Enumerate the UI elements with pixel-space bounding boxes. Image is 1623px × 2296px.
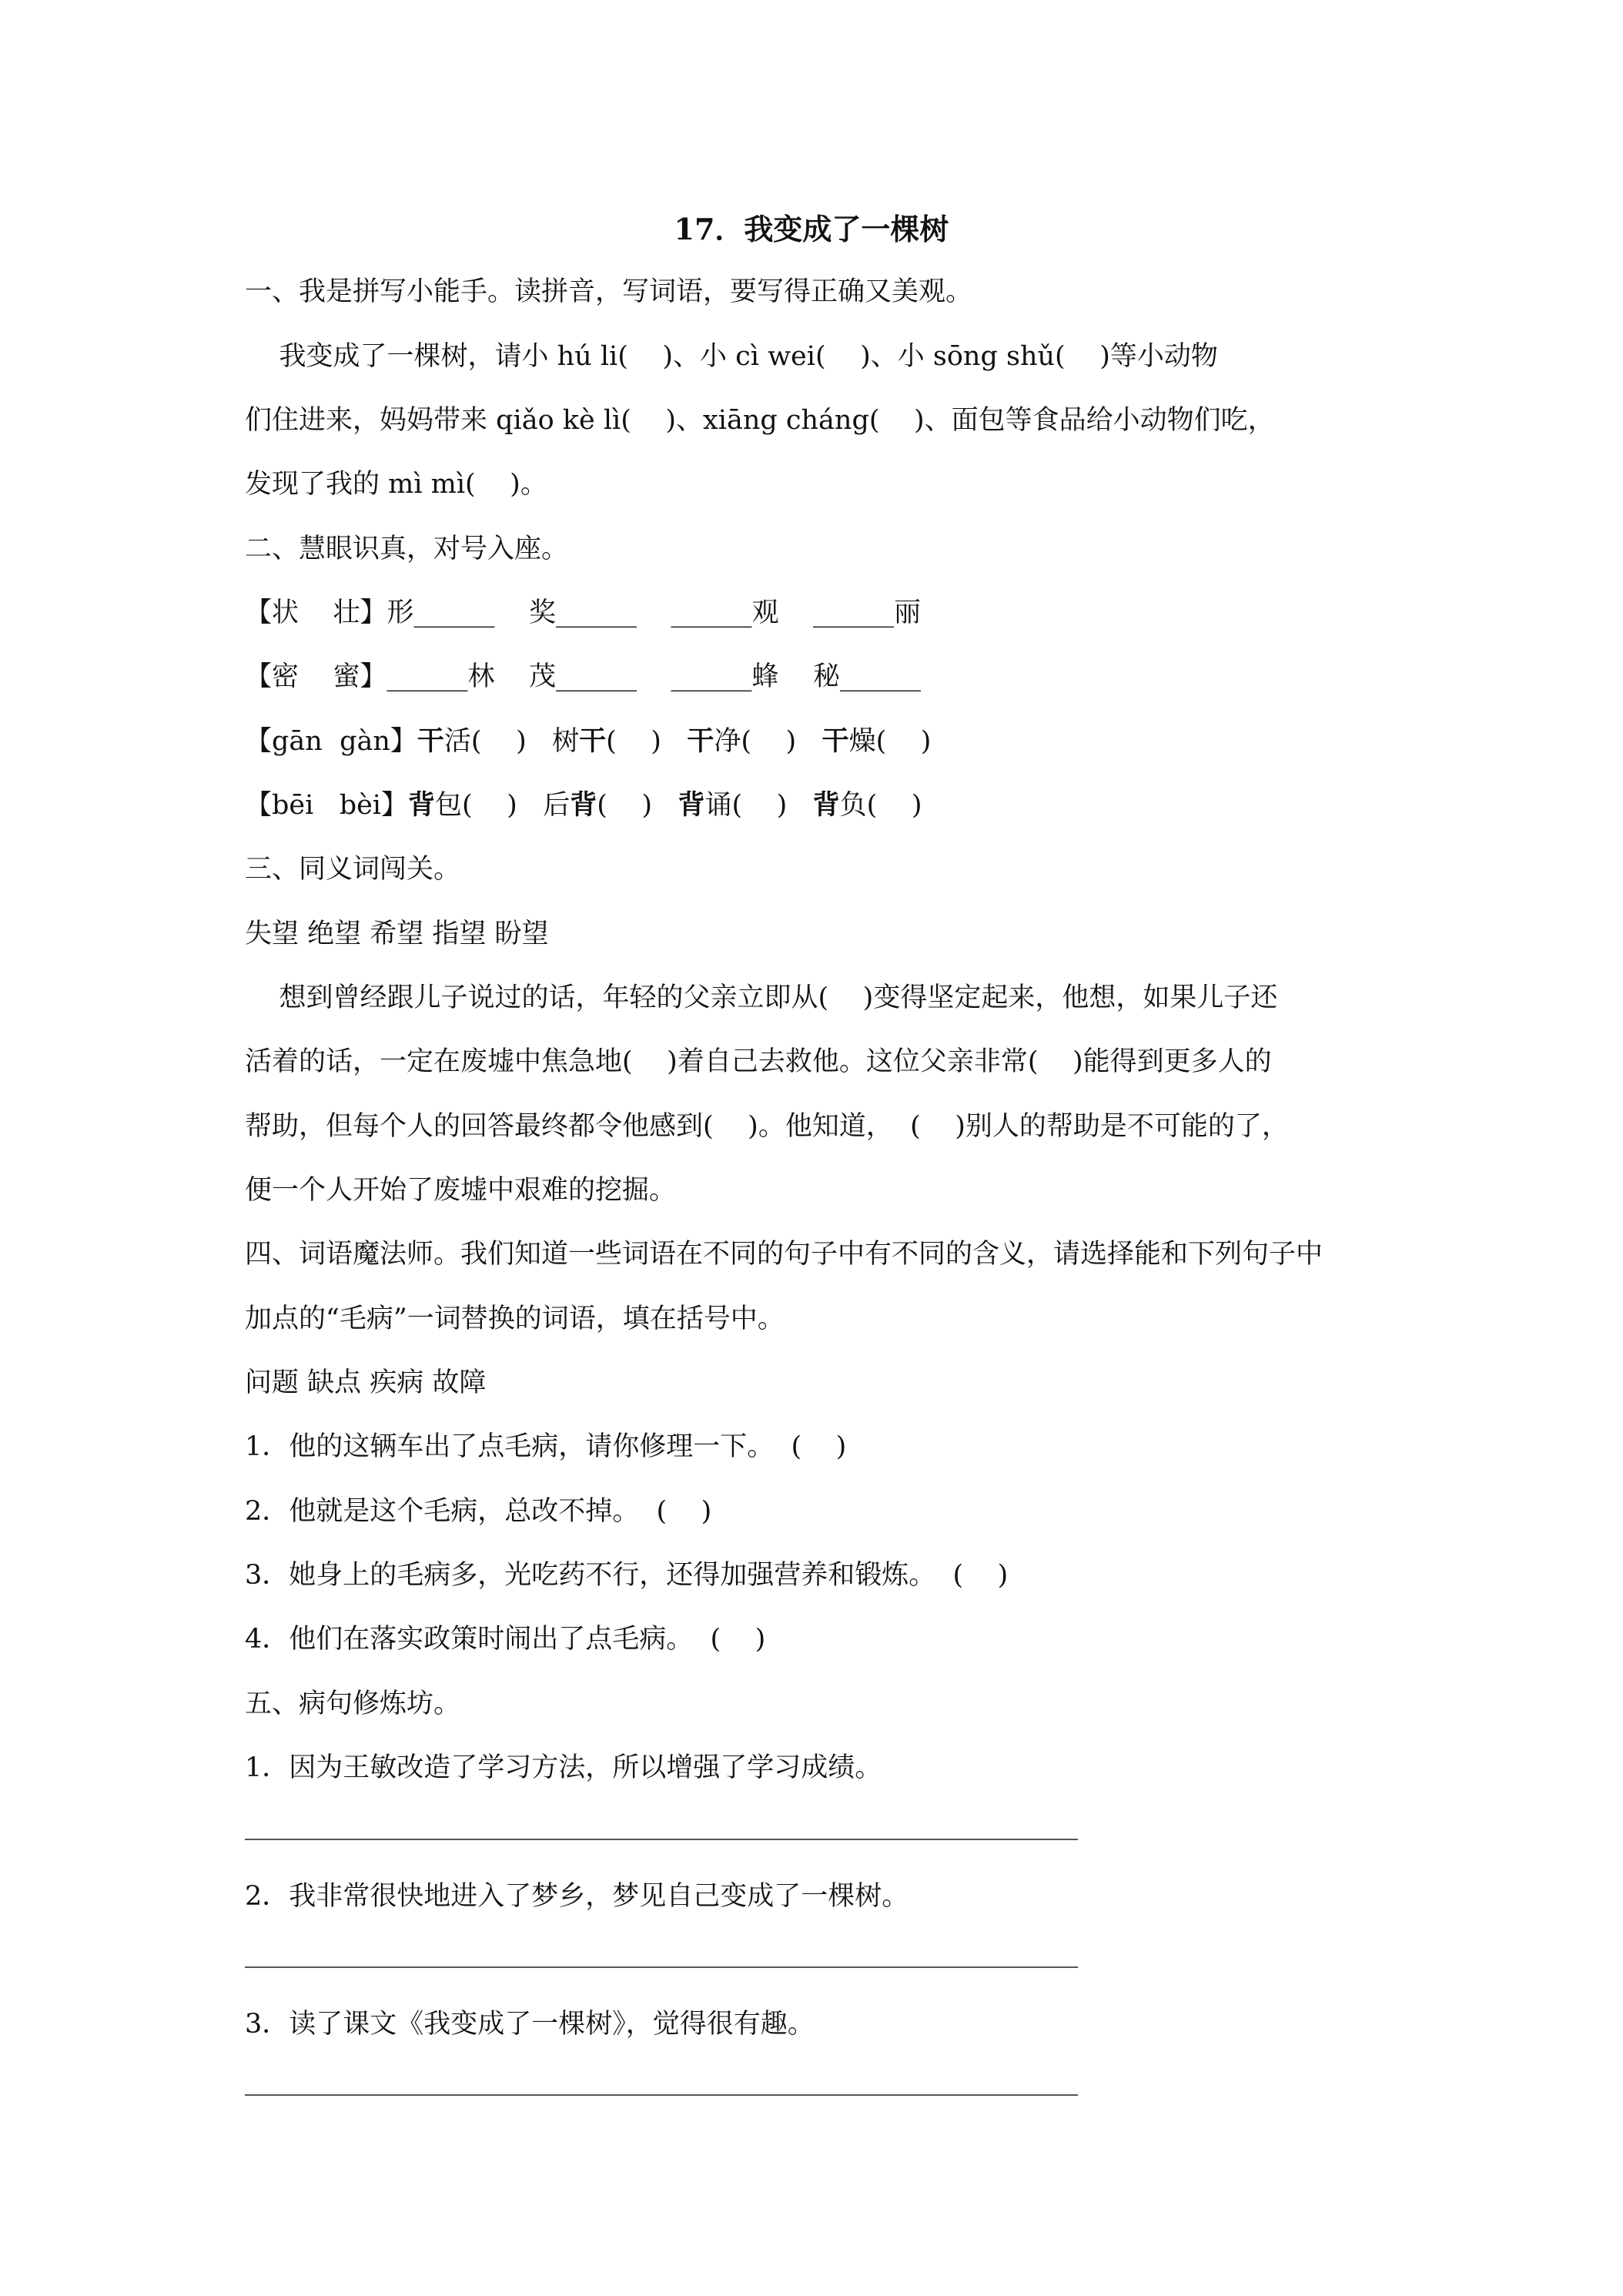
section-3-line-3: 帮助，但每个人的回答最终都令他感到( )。他知道， ( )别人的帮助是不可能的了， (245, 1111, 1289, 1142)
section-2-row-2: 【密 蜜】______林 茂______ ______蜂 秘______ (245, 661, 922, 692)
answer-line-2 (245, 1966, 1078, 1968)
section-4-word-bank: 问题 缺点 疾病 故障 (245, 1367, 487, 1398)
answer-line-3 (245, 2094, 1078, 2096)
section-5-item-2: 2．我非常很快地进入了梦乡，梦见自己变成了一棵树。 (245, 1881, 909, 1912)
section-5-item-1: 1．因为王敏改造了学习方法，所以增强了学习成绩。 (245, 1752, 882, 1783)
page-title: 17．我变成了一棵树 (674, 212, 949, 246)
section-4-heading-line-1: 四、词语魔法师。我们知道一些词语在不同的句子中有不同的含义，请选择能和下列句子中 (245, 1239, 1323, 1270)
section-2-row-1: 【状 壮】形______ 奖______ ______观 ______丽 (245, 597, 922, 628)
section-4-item-1: 1．他的这辆车出了点毛病，请你修理一下。 ( ) (245, 1431, 847, 1462)
section-4-item-3: 3．她身上的毛病多，光吃药不行，还得加强营养和锻炼。 ( ) (245, 1560, 1009, 1591)
section-2-heading: 二、慧眼识真，对号入座。 (245, 534, 569, 564)
section-1-line-2: 们住进来，妈妈带来 qiǎo kè lì( )、xiāng cháng( )、面包等食品给小动物们吃， (245, 405, 1275, 436)
section-3-line-2: 活着的话，一定在废墟中焦急地( )着自己去救他。这位父亲非常( )能得到更多人的 (245, 1046, 1272, 1077)
section-1-heading: 一、我是拼写小能手。读拼音，写词语，要写得正确又美观。 (245, 276, 973, 307)
section-4-heading-line-2: 加点的“毛病”一词替换的词语，填在括号中。 (245, 1304, 785, 1334)
section-1-line-1: 我变成了一棵树，请小 hú li( )、小 cì wei( )、小 sōng shǔ( )等小动物 (245, 341, 1218, 372)
section-5-item-3: 3．读了课文《我变成了一棵树》，觉得很有趣。 (245, 2009, 815, 2040)
section-3-line-4: 便一个人开始了废墟中艰难的挖掘。 (245, 1175, 677, 1206)
section-3-heading: 三、同义词闯关。 (245, 854, 461, 885)
section-4-item-4: 4．他们在落实政策时闹出了点毛病。 ( ) (245, 1624, 766, 1655)
section-3-word-bank: 失望 绝望 希望 指望 盼望 (245, 919, 549, 949)
section-1-line-3: 发现了我的 mì mì( )。 (245, 469, 547, 500)
section-2-row-3: 【gān gàn】干活( ) 树干( ) 干净( ) 干燥( ) (245, 725, 932, 757)
section-4-item-2: 2．他就是这个毛病，总改不掉。 ( ) (245, 1496, 712, 1527)
section-3-line-1: 想到曾经跟儿子说过的话，年轻的父亲立即从( )变得坚定起来，他想，如果儿子还 (245, 982, 1278, 1013)
answer-line-1 (245, 1839, 1078, 1840)
section-5-heading: 五、病句修炼坊。 (245, 1689, 461, 1719)
section-2-row-4: 【bēi bèi】背包( ) 后背( ) 背诵( ) 背负( ) (245, 789, 922, 821)
